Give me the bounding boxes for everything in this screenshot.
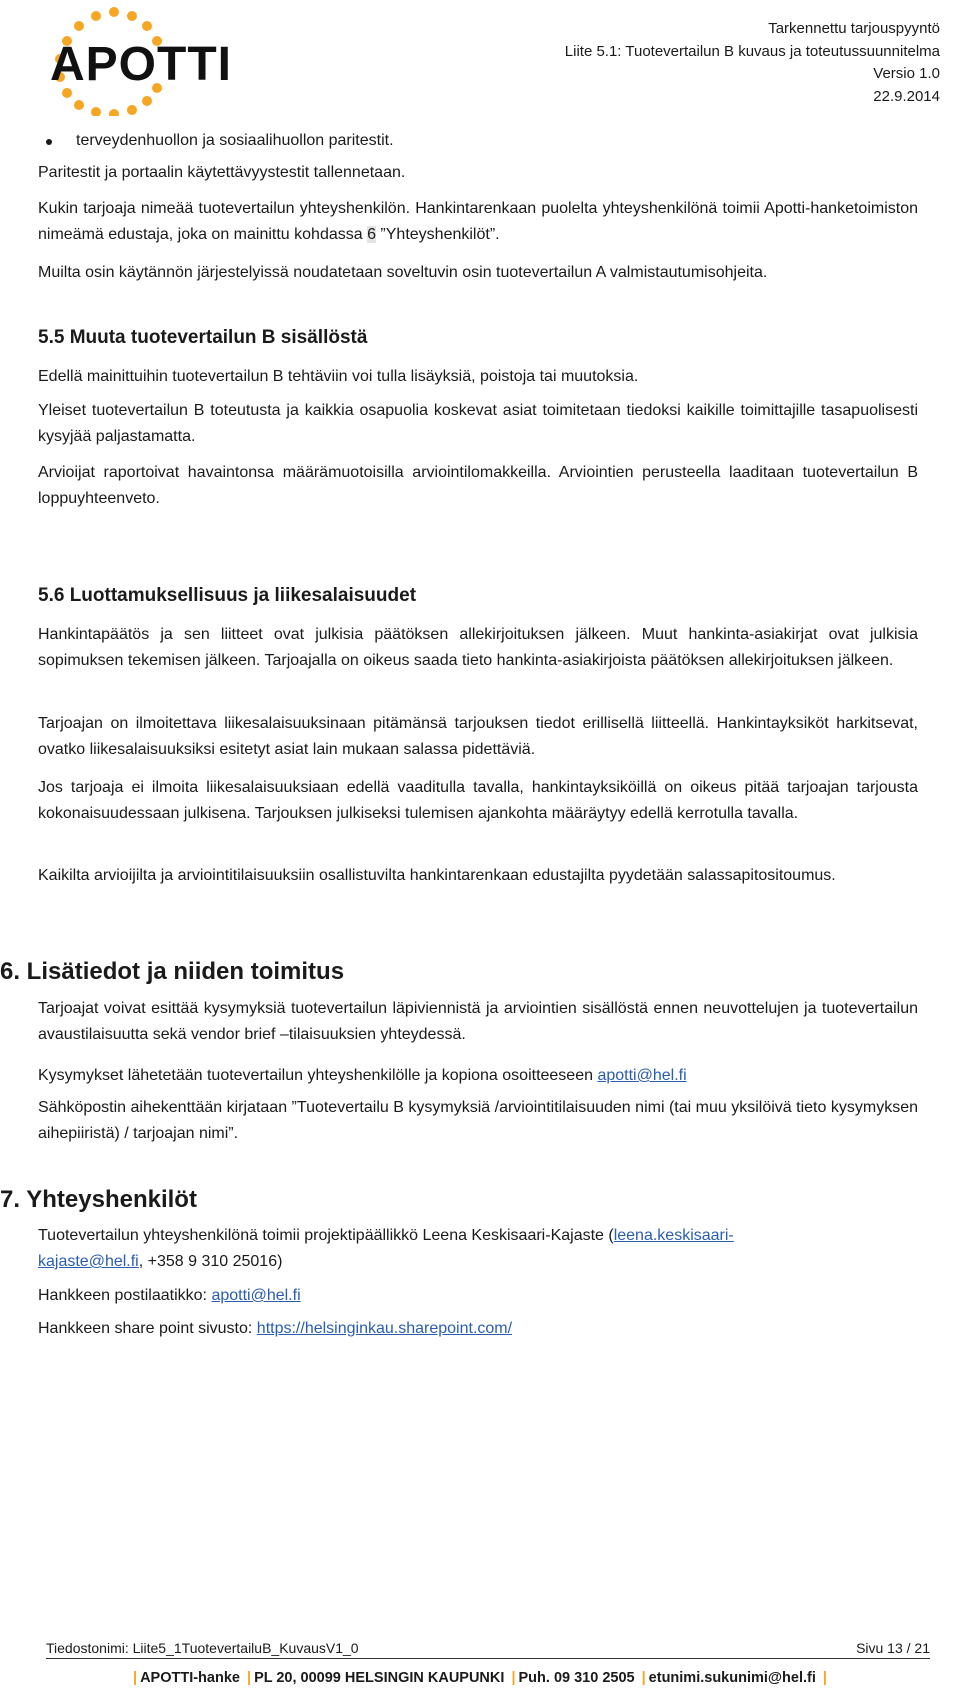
paragraph: Muilta osin käytännön järjestelyissä noudatetaan soveltuvin osin tuotevertailun A valmistautumisohjeita. — [38, 264, 768, 281]
doc-date: 22.9.2014 — [873, 87, 940, 105]
paragraph: Tarjoajat voivat esittää kysymyksiä tuotevertailun läpiviennistä ja arviointien sisällöstä ennen neuvottelujen ja tuotevertailun avaustilaisuutta sekä vendor brief –tilaisuuksien yhteydessä. — [38, 1000, 918, 1043]
paragraph: Arvioijat raportoivat havaintonsa määrämuotoisilla arviointilomakkeilla. Arviointien perusteella laaditaan tuotevertailun B loppuyhteenveto. — [38, 464, 918, 507]
paragraph-text: , +358 9 310 25016) — [138, 1253, 283, 1270]
separator-icon: | — [641, 1670, 646, 1686]
sharepoint-link[interactable]: https://helsinginkau.sharepoint.com/ — [256, 1320, 513, 1337]
contact-email-link[interactable]: leena.keskisaari- — [613, 1227, 734, 1244]
paragraph: Edellä mainittuihin tuotevertailun B tehtäviin voi tulla lisäyksiä, poistoja tai muutoksia. — [38, 368, 639, 385]
document-header-meta — [565, 18, 940, 108]
paragraph: Sähköpostin aihekenttään kirjataan ”Tuotevertailu B kysymyksiä /arviointitilaisuuden nimi (tai muu yksilöivä tieto kysymyksen aihepiiristä) / tarjoajan nimi”. — [38, 1099, 918, 1142]
chapter-heading: 7. Yhteyshenkilöt — [0, 1186, 197, 1213]
bullet-icon — [46, 139, 52, 145]
chapter-heading: 6. Lisätiedot ja niiden toimitus — [0, 958, 345, 985]
footer-filename: Tiedostonimi: Liite5_1TuotevertailuB_KuvausV1_0 — [46, 1640, 359, 1656]
separator-icon: | — [511, 1670, 516, 1686]
paragraph: Yleiset tuotevertailun B toteutusta ja kaikkia osapuolia koskevat asiat toimitetaan tiedoksi kaikille toimittajille tasapuolisesti kysyjää paljastamatta. — [38, 402, 918, 445]
paragraph-text: Hankkeen share point sivusto: — [38, 1320, 257, 1337]
paragraph: Jos tarjoaja ei ilmoita liikesalaisuuksiaan edellä vaaditulla tavalla, hankintayksiköillä on oikeus pitää tarjoajan tarjousta kokonaisuudessaan julkisena. Tarjouksen julkiseksi tulemisen ajankohta määräytyy edellä kerrotulla tavalla. — [38, 779, 918, 822]
list-item-text: terveydenhuollon ja sosiaalihuollon paritestit. — [76, 132, 394, 149]
paragraph — [38, 196, 918, 248]
section-heading: 5.5 Muuta tuotevertailun B sisällöstä — [38, 327, 368, 348]
paragraph — [38, 1063, 918, 1089]
paragraph — [38, 1316, 918, 1342]
paragraph: Tarjoajan on ilmoitettava liikesalaisuuksinaan pitämänsä tarjouksen tiedot erillisellä liitteellä. Hankintayksiköt harkitsevat, ovatko liikesalaisuuksiksi esitetyt asiat lain mukaan salassa pidettäviä. — [38, 715, 918, 758]
separator-icon: | — [133, 1670, 138, 1686]
section-reference[interactable]: 6 — [367, 226, 376, 243]
paragraph-text: ”Yhteyshenkilöt”. — [375, 226, 500, 243]
footer-email: etunimi.sukunimi@hel.fi — [648, 1670, 816, 1686]
footer-divider — [46, 1658, 930, 1659]
doc-subtitle: Liite 5.1: Tuotevertailun B kuvaus ja toteutussuunnitelma — [564, 42, 940, 60]
footer-org: APOTTI-hanke — [140, 1670, 240, 1686]
email-link[interactable]: apotti@hel.fi — [597, 1067, 687, 1084]
doc-version: Versio 1.0 — [873, 65, 940, 82]
paragraph-text: Tuotevertailun yhteyshenkilönä toimii projektipäällikkö Leena Keskisaari-Kajaste ( — [38, 1227, 614, 1244]
paragraph — [38, 1283, 918, 1309]
paragraph: Kaikilta arvioijilta ja arviointitilaisuuksiin osallistuvilta hankintarenkaan edustajilta pyydetään salassapitositoumus. — [38, 867, 836, 884]
contact-email-link[interactable]: kajaste@hel.fi — [38, 1253, 139, 1270]
paragraph-text: Kukin tarjoaja nimeää tuotevertailun yhteyshenkilön. Hankintarenkaan puolelta yhteyshenkilönä toimii Apotti-hanketoimiston nimeämä edustaja, joka on mainittu kohdassa — [38, 200, 918, 243]
page-number: Sivu 13 / 21 — [856, 1640, 930, 1656]
separator-icon: | — [822, 1670, 827, 1686]
list-item — [76, 128, 394, 154]
footer-address: PL 20, 00099 HELSINGIN KAUPUNKI — [254, 1670, 505, 1686]
apotti-logo — [36, 4, 266, 116]
paragraph — [38, 1223, 918, 1275]
mailbox-link[interactable]: apotti@hel.fi — [211, 1287, 301, 1304]
footer-phone: Puh. 09 310 2505 — [518, 1670, 635, 1686]
logo-wordmark: APOTTI — [50, 38, 232, 91]
separator-icon: | — [247, 1670, 252, 1686]
paragraph: Hankintapäätös ja sen liitteet ovat julkisia päätöksen allekirjoituksen jälkeen. Muut hankinta-asiakirjat ovat julkisia sopimuksen tekemisen jälkeen. Tarjoajalla on oikeus saada tieto hankinta-asiakirjoista päätöksen allekirjoituksen jälkeen. — [38, 626, 918, 669]
section-heading: 5.6 Luottamuksellisuus ja liikesalaisuudet — [38, 585, 417, 606]
paragraph-text: Kysymykset lähetetään tuotevertailun yhteyshenkilölle ja kopiona osoitteeseen — [38, 1067, 598, 1084]
paragraph-text: Hankkeen postilaatikko: — [38, 1287, 212, 1304]
doc-title: Tarkennettu tarjouspyyntö — [768, 20, 940, 37]
footer-contact-bar — [0, 1668, 960, 1688]
paragraph: Paritestit ja portaalin käytettävyystestit tallennetaan. — [38, 164, 406, 181]
